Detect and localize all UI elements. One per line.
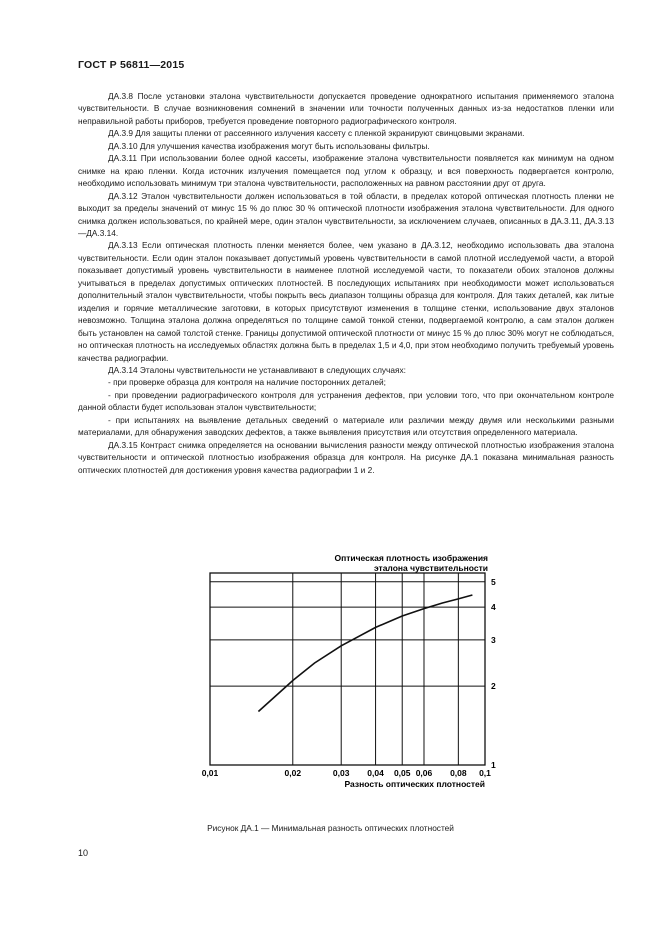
body-text: [78, 90, 614, 476]
paragraph: ДА.3.9 Для защиты пленки от рассеянного излучения кассету с пленкой экранируют свинцовыми экранами.: [108, 128, 525, 139]
paragraph: ДА.3.13 Если оптическая плотность пленки меняется более, чем указано в ДА.3.12, необходимо использовать два эталона чувствительности. Если один эталон показывает допустимый уровень чувствительности в самой плотной исследуемой части, а второй показывает допустимый уровень чувствительности в наименее плотной исследуемой части, то показатели обоих эталонов должны учитываться в пределах допустимых оптических плотностей. В последующих испытаниях при необходимости может использоваться дополнительный эталон чувствительности, чтобы покрыть весь диапазон толщины образца для контроля. Для таких деталей, как литые изделия и горячие металлические заготовки, в которых присутствуют изменения в толщине стенки, использование двух эталонов невозможно. Толщина эталона должна определяться по толщине самой тонкой стенки, подвергаемой контролю, а сам эталон должен быть установлен на самой толстой стенке. Границы допустимой оптической плотности от минус 15 % до плюс 30% могут не соблюдаться, но оптическая плотность на исследуемых областях должна быть в пределах 1,5 и 4,0, при этом необходимо получить требуемый уровень качества радиографии.: [78, 240, 614, 363]
x-axis-label: Разность оптических плотностей: [344, 779, 485, 789]
x-tick-label: 0,1: [479, 768, 491, 778]
x-tick-label: 0,01: [201, 768, 219, 778]
list-item: - при проверке образца для контроля на наличие посторонних деталей;: [108, 377, 386, 388]
x-tick-label: 0,02: [284, 768, 302, 778]
density-chart: [190, 545, 510, 805]
paragraph: ДА.3.14 Эталоны чувствительности не устанавливают в следующих случаях:: [108, 364, 406, 375]
y-tick-label: 2: [491, 681, 496, 692]
x-tick-label: 0,04: [367, 768, 384, 778]
list-item: - при испытаниях на выявление детальных сведений о материале или различии между двумя или несколькими разными материалами, для обнаружения заводских дефектов, а также выявления присутствия или отсутствия определенного материала.: [78, 414, 614, 438]
x-tick-label: 0,03: [332, 768, 350, 778]
x-tick-label: 0,08: [450, 768, 467, 778]
x-tick-label: 0,05: [393, 768, 411, 778]
y-tick-label: 5: [491, 576, 496, 587]
figure-caption: Рисунок ДА.1 — Минимальная разность оптических плотностей: [207, 823, 454, 833]
list-item: - при проведении радиографического контроля для устранения дефектов, при условии того, что при окончательном контроле данной области будет использован эталон чувствительности;: [78, 389, 614, 413]
plot-frame: [210, 573, 485, 765]
paragraph: ДА.3.12 Эталон чувствительности должен использоваться в той области, в пределах которой оптическая плотность пленки не выходит за пределы значений от минус 15 % до плюс 30 % оптической плотности изображения эталона чувствительности. Для одного снимка должен использоваться, по крайней мере, один эталон чувствительности, за исключением случаев, описанных в ДА.3.11, ДА.3.13—ДА.3.14.: [78, 190, 614, 238]
paragraph: ДА.3.11 При использовании более одной кассеты, изображение эталона чувствительности появляется как минимум на одном снимке на краю пленки. Когда источник излучения помещается под углом к образцу, и вся поверхность подвергается контролю, необходимо использовать минимум три эталона чувствительности, расположенных на равном расстоянии друг от друга.: [78, 153, 614, 189]
paragraph: ДА.3.8 После установки эталона чувствительности допускается проведение однократного испытания применяемого эталона чувствительности. В случае возникновения сомнений в значении или точности полученных данных из-за недостатков пленки или неправильной работы приборов, требуется проведение повторного радиографического контроля.: [78, 91, 614, 126]
chart-title-line1: Оптическая плотность изображения: [334, 553, 488, 563]
paragraph: ДА.3.15 Контраст снимка определяется на основании вычисления разности между оптической плотностью изображения эталона чувствительности и оптической плотностью изображения образца для контроля. На рисунке ДА.1 показана минимальная разность оптических плотностей для достижения уровня качества радиографии 1 и 2.: [78, 439, 614, 475]
document-header: ГОСТ Р 56811—2015: [78, 59, 185, 71]
paragraph: ДА.3.10 Для улучшения качества изображения могут быть использованы фильтры.: [108, 140, 430, 151]
page-number: 10: [78, 848, 89, 858]
curve-line: [258, 595, 472, 712]
x-tick-label: 0,06: [415, 768, 433, 778]
y-tick-label: 3: [491, 634, 496, 645]
y-tick-label: 4: [491, 602, 496, 613]
chart-title-line2: эталона чувствительности: [373, 563, 488, 573]
y-tick-label: 1: [491, 760, 496, 770]
